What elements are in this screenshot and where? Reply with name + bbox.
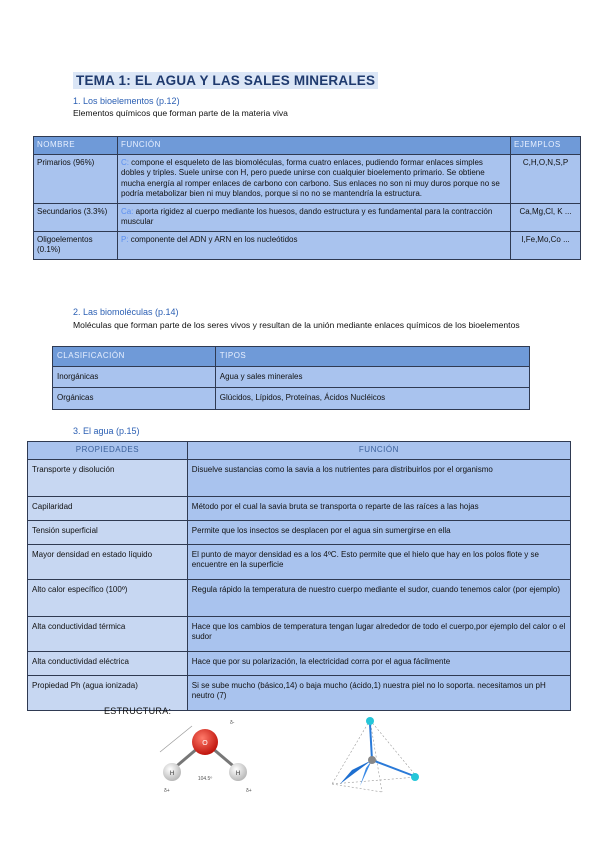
charge-label: δ- [230,720,235,726]
table-row [34,203,581,231]
table-row [34,154,581,203]
row-property: Mayor densidad en estado líquido [28,544,188,579]
charge-label: δ+ [246,788,252,794]
row-function [117,154,510,203]
table-header-row [28,442,571,460]
header-propiedades: PROPIEDADES [28,442,188,460]
section2-description: Moléculas que forman parte de los seres vivos y resultan de la unión mediante enlaces químicos de los bioelementos [73,320,520,330]
table-row [28,520,571,544]
atom-label-h: H [169,771,175,777]
row-classification: Orgánicas [53,388,216,410]
header-funcion: FUNCIÓN [187,442,570,460]
row-property: Transporte y disolución [28,459,188,496]
table-row [28,675,571,710]
biomolecules-table [52,346,530,410]
table-row [28,496,571,520]
header-funcion: FUNCIÓN [117,137,510,155]
bond-angle-label: 104.5º [197,776,213,782]
table-row [28,544,571,579]
row-name: Primarios (96%) [34,154,118,203]
row-types: Glúcidos, Lípidos, Proteínas, Ácidos Nucléicos [215,388,529,410]
atom-label-h: H [235,771,241,777]
hydrogen-atom [366,717,374,725]
row-classification: Inorgánicas [53,366,216,388]
section3-heading: 3. El agua (p.15) [73,426,140,436]
oxygen-atom [368,756,376,764]
row-function: Si se sube mucho (básico,14) o baja mucho (ácido,1) nuestra piel no lo soporta. necesitamos un pH neutro (7) [187,675,570,710]
row-function: Método por el cual la savia bruta se transporta o reparte de las raíces a las hojas [187,496,570,520]
row-name: Secundarios (3.3%) [34,203,118,231]
table-row [53,388,530,410]
table-row [28,651,571,675]
section2-heading: 2. Las biomoléculas (p.14) [73,307,179,317]
function-text: componente del ADN y ARN en los nucleótidos [130,234,298,244]
function-text: compone el esqueleto de las biomoléculas, forma cuatro enlaces, pudiendo formar enlaces simples dobles y triples. Suele unirse con H, pero puede unirse con cualquier bioelemento primario. Se obtiene mucha energía al romper enlaces de carbono con carbono. Sus enlaces no son ni muy duros porque no se podría metabolizar bien ni muy blandos, porque si no no se mantendría la estructura. [120,157,500,198]
row-function: Hace que por su polarización, la electricidad corra por el agua fácilmente [187,651,570,675]
row-function [117,203,510,231]
hydrogen-atom [411,773,419,781]
table-row [28,459,571,496]
row-function: El punto de mayor densidad es a los 4ºC. Esto permite que el hielo que hay en los polos flote y se encuentre en la superficie [187,544,570,579]
row-examples: C,H,O,N,S,P [511,154,581,203]
element-symbol: C: [120,157,129,167]
tetrahedral-structure-figure [322,712,432,802]
header-nombre: NOMBRE [34,137,118,155]
bioelements-table [33,136,581,260]
row-property: Alta conductividad eléctrica [28,651,188,675]
row-function [117,231,510,259]
structure-label: ESTRUCTURA: [104,706,172,716]
row-examples: Ca,Mg,Cl, K ... [511,203,581,231]
row-function: Hace que los cambios de temperatura tengan lugar alrededor de todo el cuerpo,por ejemplo del calor o el sudor [187,616,570,651]
row-examples: I,Fe,Mo,Co ... [511,231,581,259]
table-row [53,366,530,388]
header-ejemplos: EJEMPLOS [511,137,581,155]
water-molecule-figure [150,712,270,796]
function-text: aporta rigidez al cuerpo mediante los huesos, dando estructura y es fundamental para la contracción muscular [120,206,493,226]
header-tipos: TIPOS [215,347,529,367]
water-properties-table [27,441,571,711]
table-row [34,231,581,259]
page-title: TEMA 1: EL AGUA Y LAS SALES MINERALES [73,72,378,89]
section1-description: Elementos químicos que forman parte de la materia viva [73,108,288,118]
row-property: Alto calor específico (100º) [28,579,188,616]
row-property: Alta conductividad térmica [28,616,188,651]
element-symbol: P: [120,234,129,244]
lone-pair-lobe [340,760,372,784]
row-property: Tensión superficial [28,520,188,544]
table-header-row [53,347,530,367]
charge-label: δ+ [164,788,170,794]
table-row [28,579,571,616]
row-function: Disuelve sustancias como la savia a los nutrientes para distribuirlos por el organismo [187,459,570,496]
element-symbol: Ca: [120,206,134,216]
header-clasificacion: CLASIFICACIÓN [53,347,216,367]
row-function: Permite que los insectos se desplacen por el agua sin sumergirse en ella [187,520,570,544]
row-property: Propiedad Ph (agua ionizada) [28,675,188,710]
table-row [28,616,571,651]
atom-label-o: O [202,740,208,747]
row-property: Capilaridad [28,496,188,520]
table-header-row [34,137,581,155]
row-name: Oligoelementos (0.1%) [34,231,118,259]
row-types: Agua y sales minerales [215,366,529,388]
row-function: Regula rápido la temperatura de nuestro cuerpo mediante el sudor, cuando tenemos calor (por ejemplo) [187,579,570,616]
section1-heading: 1. Los bioelementos (p.12) [73,96,180,106]
